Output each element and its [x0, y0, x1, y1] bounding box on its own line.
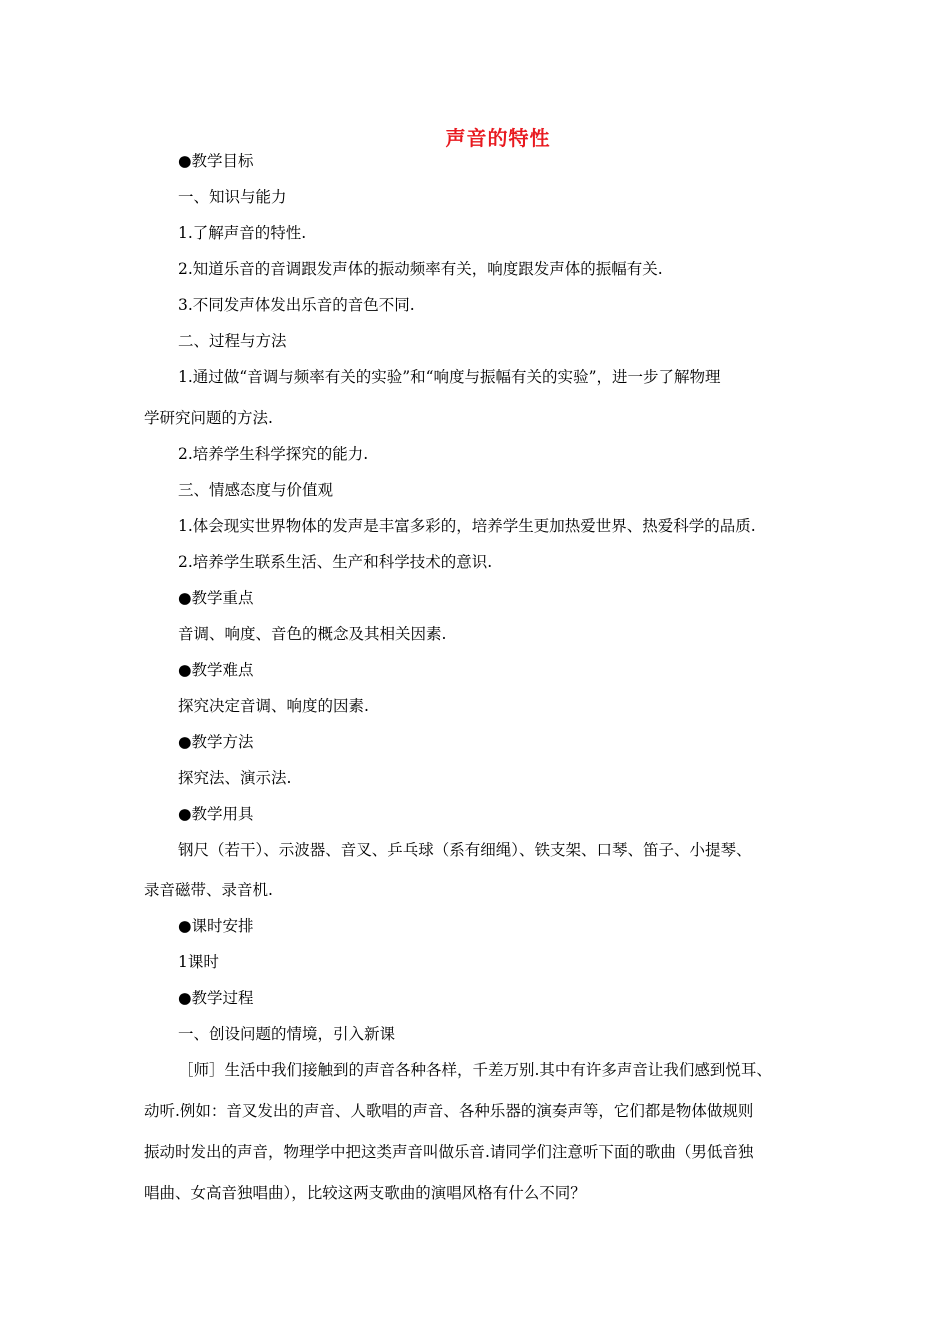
- paragraph: 钢尺（若干）、示波器、音叉、乒乓球（系有细绳）、铁支架、口琴、笛子、小提琴、: [178, 841, 752, 859]
- paragraph-continuation: 学研究问题的方法.: [144, 409, 273, 427]
- subheading-knowledge-ability: 一、知识与能力: [178, 188, 287, 206]
- subheading-emotion-values: 三、情感态度与价值观: [178, 481, 334, 499]
- section-heading-difficulties: ●教学难点: [178, 661, 254, 679]
- document-title: 声音的特性: [445, 126, 551, 150]
- paragraph-continuation: 动听.例如：音叉发出的声音、人歌唱的声音、各种乐器的演奏声等，它们都是物体做规则: [144, 1102, 754, 1120]
- paragraph: 2.培养学生联系生活、生产和科学技术的意识.: [178, 553, 493, 571]
- paragraph: 音调、响度、音色的概念及其相关因素.: [178, 625, 447, 643]
- paragraph-continuation: 振动时发出的声音，物理学中把这类声音叫做乐音.请同学们注意听下面的歌曲（男低音独: [144, 1143, 754, 1161]
- paragraph-continuation: 录音磁带、录音机.: [144, 881, 273, 899]
- paragraph: 1.通过做“音调与频率有关的实验”和“响度与振幅有关的实验”，进一步了解物理: [178, 368, 721, 386]
- section-heading-key-points: ●教学重点: [178, 589, 254, 607]
- paragraph: 探究法、演示法.: [178, 769, 292, 787]
- paragraph: 1.体会现实世界物体的发声是丰富多彩的，培养学生更加热爱世界、热爱科学的品质.: [178, 517, 756, 535]
- section-heading-teaching-methods: ●教学方法: [178, 733, 254, 751]
- section-heading-teaching-process: ●教学过程: [178, 989, 254, 1007]
- section-heading-teaching-goals: ●教学目标: [178, 152, 254, 170]
- paragraph: 1.了解声音的特性.: [178, 224, 307, 242]
- paragraph: 2.培养学生科学探究的能力.: [178, 445, 369, 463]
- subheading-process-method: 二、过程与方法: [178, 332, 287, 350]
- paragraph: ［师］生活中我们接触到的声音各种各样，千差万别.其中有许多声音让我们感到悦耳、: [178, 1061, 772, 1079]
- section-heading-schedule: ●课时安排: [178, 917, 254, 935]
- subheading-create-situation: 一、创设问题的情境，引入新课: [178, 1025, 396, 1043]
- section-heading-teaching-tools: ●教学用具: [178, 805, 254, 823]
- paragraph: 1课时: [178, 953, 219, 971]
- paragraph: 3.不同发声体发出乐音的音色不同.: [178, 296, 415, 314]
- paragraph: 2.知道乐音的音调跟发声体的振动频率有关，响度跟发声体的振幅有关.: [178, 260, 663, 278]
- paragraph: 探究决定音调、响度的因素.: [178, 697, 369, 715]
- paragraph-continuation: 唱曲、女高音独唱曲），比较这两支歌曲的演唱风格有什么不同？: [144, 1184, 586, 1202]
